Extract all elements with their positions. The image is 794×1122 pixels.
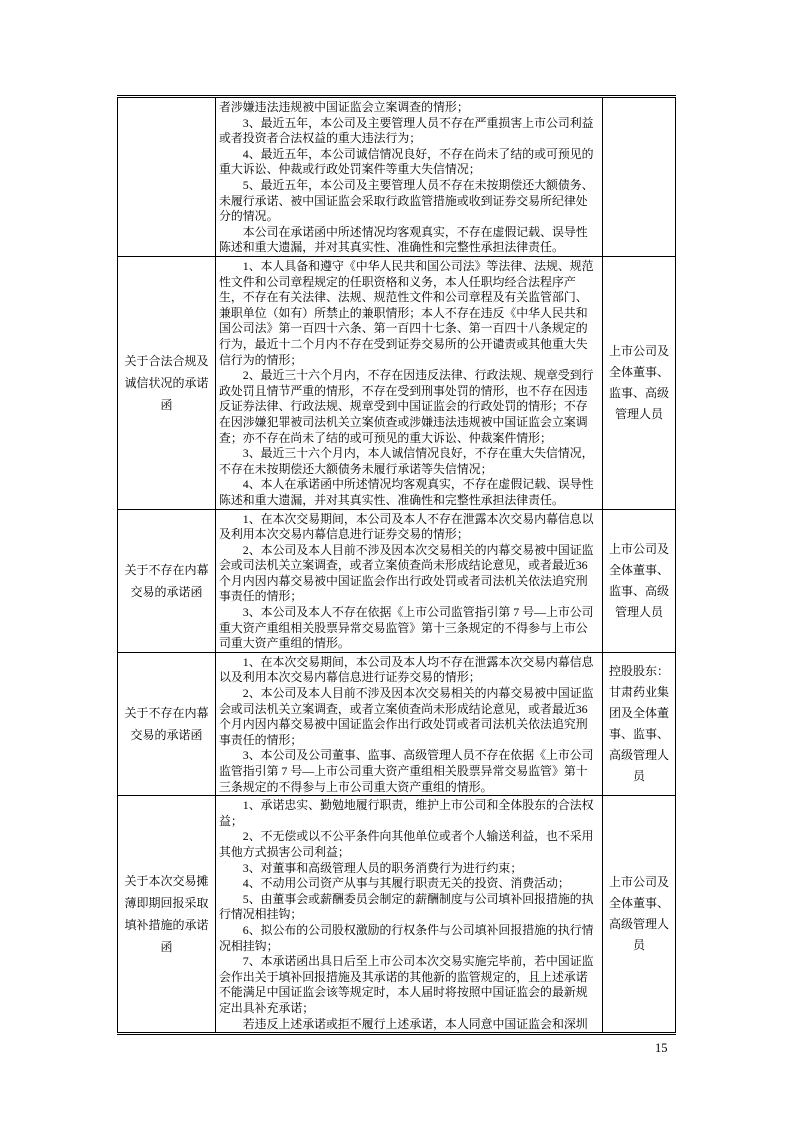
paragraph: 2、本公司及本人目前不涉及因本次交易相关的内幕交易被中国证监会或司法机关立案调查，或者立案侦查尚未形成结论意见，或者最近36 个月内因内幕交易被中国证监会作出行政处罚或者司法机关依法追究刑事责任的情形； [219,686,594,747]
commitment-party-cell: 上市公司及全体董事、监事、高级管理人员 [603,257,676,510]
paragraph: 2、本公司及本人目前不涉及因本次交易相关的内幕交易被中国证监会或司法机关立案调查，或者立案侦查尚未形成结论意见，或者最近36 个月内因内幕交易被中国证监会作出行政处罚或者司法机关依法追究刑事责任的情形； [219,542,594,604]
commitment-type-cell [118,97,216,257]
paragraph: 3、对董事和高级管理人员的职务消费行为进行约束； [219,860,523,875]
paragraph: 7、本承诺函出具日后至上市公司本次交易实施完毕前，若中国证监会作出关于填补回报措施及其承诺的其他新的监管规定的，且上述承诺不能满足中国证监会该等规定时，本人届时将按照中国证监会的最新规定出具补充承诺； [219,954,594,1015]
paragraph: 4、本人在承诺函中所述情况均客观真实，不存在虚假记载、误导性陈述和重大遗漏，并对其真实性、准确性和完整性承担法律责任。 [219,477,594,507]
table-row [118,257,676,510]
paragraph: 3、最近五年，本公司及主要管理人员不存在严重损害上市公司利益或者投资者合法权益的重大违法行为； [219,115,594,146]
commitment-type-cell: 关于不存在内幕交易的承诺函 [118,509,216,652]
paragraph: 1、本人具备和遵守《中华人民共和国公司法》等法律、法规、规范性文件和公司章程规定的任职资格和义务，本人任职均经合法程序产生，不存在有关法律、法规、规范性文件和公司章程及有关监管部门、兼职单位（如有）所禁止的兼职情形；本人不存在违反《中华人民共和国公司法》第一百四十六条、第一百四十七条、第一百四十八条规定的行为，最近十二个月内不存在受到证券交易所的公开谴责或其他重大失信行为的情形； [219,259,594,367]
paragraph: 4、不动用公司资产从事与其履行职责无关的投资、消费活动； [219,876,570,891]
commitment-party-cell: 上市公司及全体董事、高级管理人员 [603,796,676,1034]
table-row [118,796,676,1034]
table-row [118,509,676,652]
paragraph: 若违反上述承诺或拒不履行上述承诺，本人同意中国证监会和深圳 [219,1016,588,1031]
table-row [118,652,676,795]
paragraph: 2、最近三十六个月内，不存在因违反法律、行政法规、规章受到行政处罚且情节严重的情形，不存在受到刑事处罚的情形，也不存在因违反证券法律、行政法规、规章受到中国证监会的行政处罚的情形；不存在因涉嫌犯罪被司法机关立案侦查或涉嫌违法违规被中国证监会立案调查；亦不存在尚未了结的或可预见的重大诉讼、仲裁案件情形； [219,368,594,445]
commitment-type-cell: 关于合法合规及诚信状况的承诺函 [118,257,216,510]
commitment-party-cell: 上市公司及全体董事、监事、高级管理人员 [603,509,676,652]
commitment-party-cell: 控股股东：甘肃药业集团及全体董事、监事、高级管理人员 [603,652,676,795]
paragraph: 3、本公司及本人不存在依据《上市公司监管指引第 7 号—上市公司重大资产重组相关股票异常交易监管》第十三条规定的不得参与上市公司重大资产重组的情形。 [219,605,594,651]
paragraph: 5、由董事会或薪酬委员会制定的薪酬制度与公司填补回报措施的执行情况相挂钩； [219,891,594,922]
commitment-text-cell [216,652,603,795]
paragraph: 3、最近三十六个月内，本人诚信情况良好，不存在重大失信情况，不存在未按期偿还大额债务未履行承诺等失信情况； [219,446,594,476]
paragraph: 者涉嫌违法违规被中国证监会立案调查的情形； [219,100,469,114]
commitment-text-cell [216,796,603,1034]
commitment-type-cell: 关于本次交易摊薄即期回报采取填补措施的承诺函 [118,796,216,1034]
table-row [118,97,676,257]
commitment-party-cell [603,97,676,257]
commitment-text-cell [216,509,603,652]
paragraph: 1、在本次交易期间，本公司及本人不存在泄露本次交易内幕信息以及利用本次交易内幕信息进行证券交易的情形； [219,511,594,542]
commitment-text-cell [216,257,603,510]
paragraph: 本公司在承诺函中所述情况均客观真实，不存在虚假记载、误导性陈述和重大遗漏，并对其真实性、准确性和完整性承担法律责任。 [219,224,588,255]
paragraph: 1、承诺忠实、勤勉地履行职责，维护上市公司和全体股东的合法权益； [219,798,594,828]
paragraph: 4、最近五年，本公司诚信情况良好，不存在尚未了结的或可预见的重大诉讼、仲裁或行政处罚案件等重大失信情况； [219,146,594,177]
paragraph: 3、本公司及公司董事、监事、高级管理人员不存在依据《上市公司监管指引第 7 号—上市公司重大资产重组相关股票异常交易监管》第十三条规定的不得参与上市公司重大资产重组的情形。 [219,748,594,794]
paragraph: 6、拟公布的公司股权激励的行权条件与公司填补回报措施的执行情况相挂钩； [219,922,594,953]
commitment-text-cell [216,97,603,257]
commitment-type-cell: 关于不存在内幕交易的承诺函 [118,652,216,795]
page-number: 15 [655,1041,668,1055]
paragraph: 1、在本次交易期间，本公司及本人均不存在泄露本次交易内幕信息以及利用本次交易内幕信息进行证券交易的情形； [219,654,594,685]
paragraph: 5、最近五年，本公司及主要管理人员不存在未按期偿还大额债务、未履行承诺、被中国证监会采取行政监管措施或收到证券交易所纪律处分的情况。 [219,177,594,224]
paragraph: 2、不无偿或以不公平条件向其他单位或者个人输送利益，也不采用其他方式损害公司利益； [219,829,594,859]
commitments-table [117,95,676,1035]
